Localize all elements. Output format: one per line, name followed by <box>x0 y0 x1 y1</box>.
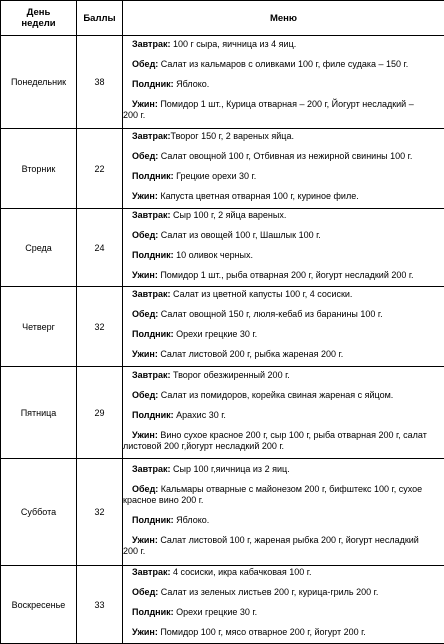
meal-label: Ужин: <box>123 191 158 201</box>
meal-text: Яблоко. <box>174 79 210 89</box>
header-day-line2: недели <box>21 18 55 29</box>
meal-text: Орехи грецкие 30 г. <box>174 329 257 339</box>
menu-cell <box>123 367 444 459</box>
meal-line <box>123 171 444 182</box>
meal-label: Полдник: <box>123 515 174 525</box>
points-cell: 22 <box>77 129 123 209</box>
meal-text: Кальмары отварные с майонезом 200 г, бифштекс 100 г, сухое <box>158 484 422 494</box>
meal-text: Капуста цветная отварная 100 г, куриное филе. <box>158 191 359 201</box>
meal-line <box>123 210 444 221</box>
menu-cell <box>123 287 444 367</box>
meal-text: Помидор 100 г, мясо отварное 200 г, йогурт 200 г. <box>158 627 366 637</box>
meal-line <box>123 587 444 598</box>
day-cell: Понедельник <box>1 36 77 129</box>
meal-line <box>123 151 444 162</box>
table-row <box>1 459 444 566</box>
meal-text-continued: 200 г. <box>123 546 444 557</box>
meal-text: 10 оливок черных. <box>174 250 253 260</box>
meal-line <box>123 370 444 381</box>
meal-label: Ужин: <box>123 349 158 359</box>
table-row <box>1 367 444 459</box>
meal-label: Обед: <box>123 390 158 400</box>
day-cell: Среда <box>1 209 77 287</box>
points-cell: 29 <box>77 367 123 459</box>
meal-line <box>123 410 444 421</box>
meal-label: Обед: <box>123 587 158 597</box>
meal-line <box>123 250 444 261</box>
meal-text: Вино сухое красное 200 г, сыр 100 г, рыба отварная 200 г, салат <box>158 430 427 440</box>
meal-line <box>123 567 444 578</box>
meal-line <box>123 627 444 638</box>
table-header-row <box>1 1 444 36</box>
meal-text: Салат овощной 100 г, Отбивная из нежирной свинины 100 г. <box>158 151 412 161</box>
meal-text: Творог обезжиренный 200 г. <box>170 370 289 380</box>
meal-line <box>123 131 444 142</box>
header-menu: Меню <box>123 1 444 36</box>
meal-text: Помидор 1 шт., рыба отварная 200 г, йогурт несладкий 200 г. <box>158 270 414 280</box>
meal-label: Полдник: <box>123 250 174 260</box>
day-cell: Четверг <box>1 287 77 367</box>
meal-text: Салат из помидоров, корейка свиная жареная с яйцом. <box>158 390 393 400</box>
meal-text: Салат листовой 200 г, рыбка жареная 200 г. <box>158 349 343 359</box>
table-row <box>1 287 444 367</box>
meal-line <box>123 79 444 90</box>
meal-label: Полдник: <box>123 607 174 617</box>
meal-text: Салат листовой 100 г, жареная рыбка 200 г, йогурт несладкий <box>158 535 419 545</box>
meal-line <box>123 191 444 202</box>
header-day-line1: День <box>27 7 51 18</box>
meal-line <box>123 349 444 360</box>
meal-label: Обед: <box>123 151 158 161</box>
day-cell: Пятница <box>1 367 77 459</box>
meal-line <box>123 270 444 281</box>
menu-cell <box>123 459 444 566</box>
meal-label: Ужин: <box>123 430 158 440</box>
meal-label: Полдник: <box>123 79 174 89</box>
meal-line <box>123 430 444 452</box>
meal-text-continued: 200 г. <box>123 110 444 121</box>
meal-text: Салат из овощей 100 г, Шашлык 100 г. <box>158 230 321 240</box>
meal-label: Обед: <box>123 59 158 69</box>
meal-text: Грецкие орехи 30 г. <box>174 171 257 181</box>
meal-label: Полдник: <box>123 329 174 339</box>
table-row <box>1 36 444 129</box>
meal-label: Обед: <box>123 309 158 319</box>
meal-label: Завтрак: <box>123 464 170 474</box>
points-cell: 33 <box>77 566 123 644</box>
meal-label: Ужин: <box>123 627 158 637</box>
meal-label: Ужин: <box>123 99 158 109</box>
meal-text: 4 сосиски, икра кабачковая 100 г. <box>170 567 311 577</box>
meal-line <box>123 515 444 526</box>
meal-line <box>123 390 444 401</box>
meal-label: Завтрак: <box>123 210 170 220</box>
table-row <box>1 566 444 644</box>
meal-text: Сыр 100 г, 2 яйца вареных. <box>170 210 286 220</box>
menu-cell <box>123 566 444 644</box>
meal-label: Завтрак: <box>123 370 170 380</box>
meal-text-continued: листовой 200 г,йогурт несладкий 200 г. <box>123 441 444 452</box>
points-cell: 32 <box>77 459 123 566</box>
table-row <box>1 129 444 209</box>
menu-cell <box>123 129 444 209</box>
header-day <box>1 1 77 36</box>
meal-text: Яблоко. <box>174 515 210 525</box>
points-cell: 24 <box>77 209 123 287</box>
meal-text-continued: красное вино 200 г. <box>123 495 444 506</box>
meal-line <box>123 39 444 50</box>
meal-line <box>123 484 444 506</box>
meal-line <box>123 607 444 618</box>
meal-text: Орехи грецкие 30 г. <box>174 607 257 617</box>
table-row <box>1 209 444 287</box>
meal-line <box>123 464 444 475</box>
meal-line <box>123 289 444 300</box>
meal-line <box>123 230 444 241</box>
meal-label: Завтрак: <box>123 289 170 299</box>
meal-label: Завтрак: <box>123 131 170 141</box>
meal-label: Полдник: <box>123 410 174 420</box>
meal-label: Завтрак: <box>123 567 170 577</box>
meal-text: Салат овощной 150 г, люля-кебаб из баранины 100 г. <box>158 309 382 319</box>
meal-text: Салат из цветной капусты 100 г, 4 сосиски. <box>170 289 352 299</box>
meal-text: Сыр 100 г,яичница из 2 яиц. <box>170 464 289 474</box>
day-cell: Вторник <box>1 129 77 209</box>
points-cell: 38 <box>77 36 123 129</box>
meal-text: Салат из кальмаров с оливками 100 г, филе судака – 150 г. <box>158 59 408 69</box>
meal-label: Полдник: <box>123 171 174 181</box>
meal-text: Арахис 30 г. <box>174 410 226 420</box>
menu-cell <box>123 209 444 287</box>
meal-line <box>123 59 444 70</box>
meal-text: 100 г сыра, яичница из 4 яиц. <box>170 39 296 49</box>
meal-text: Творог 150 г, 2 вареных яйца. <box>170 131 294 141</box>
meal-line <box>123 329 444 340</box>
meal-label: Обед: <box>123 230 158 240</box>
meal-label: Ужин: <box>123 270 158 280</box>
meal-label: Завтрак: <box>123 39 170 49</box>
meal-line <box>123 99 444 121</box>
points-cell: 32 <box>77 287 123 367</box>
menu-cell <box>123 36 444 129</box>
header-points: Баллы <box>77 1 123 36</box>
meal-line <box>123 535 444 557</box>
day-cell: Воскресенье <box>1 566 77 644</box>
meal-label: Ужин: <box>123 535 158 545</box>
meal-text: Помидор 1 шт., Курица отварная – 200 г, Йогурт несладкий – <box>158 99 414 109</box>
day-cell: Суббота <box>1 459 77 566</box>
meal-text: Салат из зеленых листьев 200 г, курица-гриль 200 г. <box>158 587 378 597</box>
meal-label: Обед: <box>123 484 158 494</box>
meal-line <box>123 309 444 320</box>
